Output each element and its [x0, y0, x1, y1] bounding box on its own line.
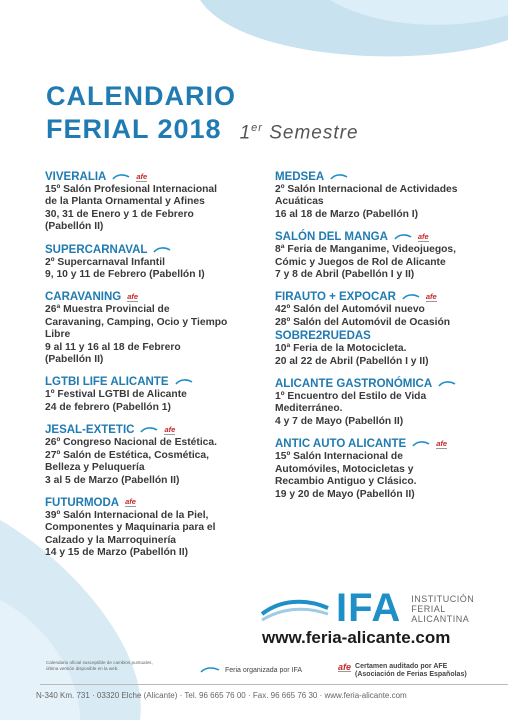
event-entry: [275, 437, 495, 501]
event-name: ALICANTE GASTRONÓMICA: [275, 378, 433, 391]
logo-line-1: INSTITUCIÓN: [411, 593, 475, 604]
event-detail-line: 9, 10 y 11 de Febrero (Pabellón I): [45, 269, 205, 281]
afe-badge-icon: afe: [125, 497, 136, 507]
organized-by-ifa: Feria organizada por IFA: [200, 666, 302, 674]
event-entry: [45, 290, 265, 366]
ifa-badge-icon: [112, 173, 130, 181]
ifa-logo: [260, 586, 474, 631]
event-name: SOBRE2RUEDAS: [275, 330, 371, 343]
event-name: CARAVANING: [45, 291, 122, 304]
event-entry: [275, 329, 495, 368]
event-detail-line: Automóviles, Motocicletas y: [275, 463, 414, 475]
event-detail-line: Recambio Antiguo y Clásico.: [275, 476, 417, 488]
ifa-badge-icon: [412, 440, 430, 448]
ifa-badge-icon: [330, 173, 348, 181]
right-event-column: [275, 170, 495, 510]
logo-line-2: FERIAL: [411, 603, 446, 614]
event-detail-line: 1º Festival LGTBI de Alicante: [45, 389, 187, 401]
event-entry: [45, 496, 265, 560]
event-detail-line: 9 al 11 y 16 al 18 de Febrero: [45, 341, 181, 353]
event-name: ANTIC AUTO ALICANTE: [275, 438, 407, 451]
event-entry: [275, 377, 495, 428]
event-detail-line: 16 al 18 de Marzo (Pabellón I): [275, 208, 419, 220]
event-detail-line: 4 y 7 de Mayo (Pabellón II): [275, 415, 404, 427]
event-detail-line: 27º Salón de Estética, Cosmética,: [45, 449, 210, 461]
afe-badge-icon: afe: [127, 291, 139, 301]
event-entry: [45, 375, 265, 414]
event-detail-line: 24 de febrero (Pabellón 1): [45, 401, 171, 413]
event-detail-line: Belleza y Peluquería: [45, 462, 145, 474]
event-detail-line: Cómic y Juegos de Rol de Alicante: [275, 256, 446, 268]
event-name: SALÓN DEL MANGA: [275, 231, 388, 244]
event-detail-line: 2º Supercarnaval Infantil: [45, 256, 165, 268]
audited-by-afe: afe Certamen auditado por AFE (Asociación de Ferias Españolas): [338, 662, 467, 678]
afe-badge-icon: afe: [164, 424, 176, 434]
ifa-badge-icon: [402, 293, 420, 301]
event-detail-line: Libre: [45, 329, 71, 341]
event-name: JESAL-EXTETIC: [45, 424, 135, 437]
event-entry: [45, 243, 265, 282]
event-entry: [45, 423, 265, 487]
event-detail-line: 26ª Muestra Provincial de: [45, 304, 170, 316]
ifa-badge-icon: [438, 380, 456, 388]
event-detail-line: 7 y 8 de Abril (Pabellón I y II): [275, 269, 415, 281]
afe-badge-icon: afe: [425, 291, 437, 301]
footer-address: N-340 Km. 731 · 03320 Elche (Alicante) · Tel. 96 665 76 00 · Fax. 96 665 76 30 · www.feria-alicante.com: [36, 691, 407, 700]
event-name: FUTURMODA: [45, 496, 120, 509]
ifa-logo-mark: IFA: [336, 586, 402, 630]
event-detail-line: Componentes y Maquinaria para el: [45, 522, 216, 534]
ifa-swoosh-icon: [200, 666, 220, 674]
event-detail-line: de la Planta Ornamental y Afines: [45, 196, 205, 208]
event-entry: [275, 290, 495, 329]
title-line-2: FERIAL 2018: [46, 114, 222, 145]
event-name: SUPERCARNAVAL: [45, 243, 148, 256]
ifa-badge-icon: [175, 378, 193, 386]
event-detail-line: (Pabellón II): [45, 221, 104, 233]
event-detail-line: Acuáticas: [275, 196, 324, 208]
event-detail-line: 10ª Feria de la Motocicleta.: [275, 343, 407, 355]
title-line-1: CALENDARIO: [46, 81, 236, 111]
ifa-badge-icon: [394, 233, 412, 241]
left-event-column: [45, 170, 265, 569]
event-detail-line: 15º Salón Internacional de: [275, 451, 403, 463]
afe-badge-icon: afe: [417, 231, 429, 241]
event-detail-line: 20 al 22 de Abril (Pabellón I y II): [275, 355, 429, 367]
ifa-badge-icon: [153, 246, 171, 254]
event-detail-line: Calzado y la Marroquinería: [45, 534, 177, 546]
event-name: MEDSEA: [275, 171, 325, 183]
event-detail-line: 14 y 15 de Marzo (Pabellón II): [45, 547, 189, 559]
afe-logo-icon: afe: [338, 662, 352, 672]
event-detail-line: 1º Encuentro del Estilo de Vida: [275, 391, 427, 403]
event-detail-line: 2º Salón Internacional de Actividades: [275, 184, 458, 195]
event-name: VIVERALIA: [45, 171, 107, 183]
event-name: LGTBI LIFE ALICANTE: [45, 376, 169, 389]
event-detail-line: 8ª Feria de Manganime, Videojuegos,: [275, 244, 457, 256]
event-detail-line: 26º Congreso Nacional de Estética.: [45, 437, 218, 449]
legal-note: Calendario oficial susceptible de cambios puntuales, última versión disponible en la web.: [46, 660, 153, 671]
afe-badge-icon: afe: [436, 438, 448, 448]
event-detail-line: Caravaning, Camping, Ocio y Tiempo: [45, 316, 228, 328]
calendar-title: [46, 80, 359, 149]
event-entry: [275, 170, 495, 221]
event-detail-line: 15º Salón Profesional Internacional: [45, 184, 217, 195]
semester-label: 1er Semestre: [239, 122, 359, 144]
event-entry: [45, 170, 265, 234]
event-detail-line: 42º Salón del Automóvil nuevo: [275, 304, 425, 316]
ifa-badge-icon: [140, 426, 158, 434]
event-detail-line: Mediterráneo.: [275, 403, 343, 415]
afe-badge-icon: afe: [136, 171, 148, 181]
event-detail-line: 19 y 20 de Mayo (Pabellón II): [275, 488, 415, 500]
event-detail-line: (Pabellón II): [45, 354, 104, 366]
event-detail-line: 3 al 5 de Marzo (Pabellón II): [45, 474, 180, 486]
event-detail-line: 39º Salón Internacional de la Piel,: [45, 509, 209, 521]
website-link[interactable]: www.feria-alicante.com: [262, 628, 451, 647]
event-detail-line: 30, 31 de Enero y 1 de Febrero: [45, 208, 194, 220]
event-name: FIRAUTO + EXPOCAR: [275, 291, 396, 304]
ifa-swoosh-icon: [260, 594, 330, 624]
footer-divider: [40, 684, 508, 685]
event-detail-line: 28º Salón del Automóvil de Ocasión: [275, 316, 451, 328]
event-entry: [275, 230, 495, 281]
logo-line-3: ALICANTINA: [411, 613, 470, 624]
